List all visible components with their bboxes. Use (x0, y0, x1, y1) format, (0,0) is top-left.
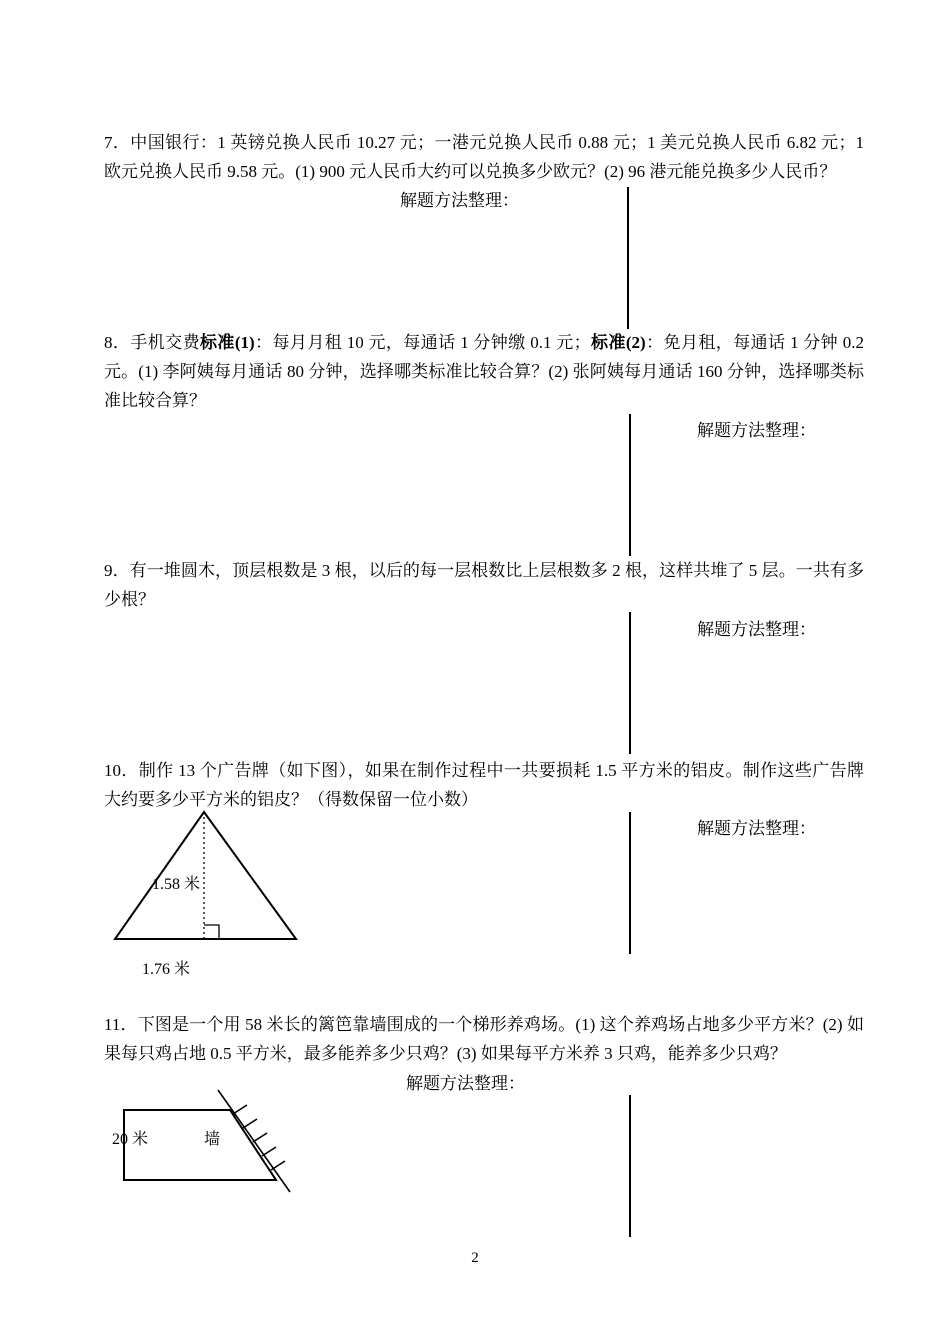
wall-label: 墙 (204, 1131, 221, 1148)
wall-hatching (233, 1105, 285, 1170)
standard-1-label: 标准(1) (200, 333, 255, 352)
divider-line-10 (629, 812, 631, 954)
side-length-label: 20 米 (112, 1131, 149, 1148)
divider-line-7 (627, 187, 629, 329)
page-number: 2 (471, 1250, 479, 1266)
divider-line-11 (629, 1095, 631, 1237)
notes-label-10: 解题方法整理： (697, 819, 816, 838)
height-label: 1.58 米 (152, 876, 201, 893)
notes-label-11: 解题方法整理： (406, 1074, 525, 1093)
question-10: 10．制作 13 个广告牌（如下图），如果在制作过程中一共要损耗 1.5 平方米的铝皮。制作这些广告牌大约要多少平方米的铝皮？（得数保留一位小数） (104, 761, 864, 809)
question-9: 9．有一堆圆木，顶层根数是 3 根，以后的每一层根数比上层根数多 2 根，这样共堆了 5 层。一共有多少根？ (104, 561, 864, 609)
notes-label-9: 解题方法整理： (697, 620, 816, 639)
question-7: 7．中国银行：1 英镑兑换人民币 10.27 元；一港元兑换人民币 0.88 元；1 美元兑换人民币 6.82 元；1 欧元兑换人民币 9.58 元。(1) 900 元人民币大约可以兑换多少欧元？(2) 96 港元能兑换多少人民币？ (104, 133, 864, 181)
question-11: 11．下图是一个用 58 米长的篱笆靠墙围成的一个梯形养鸡场。(1) 这个养鸡场占地多少平方米？(2) 如果每只鸡占地 0.5 平方米，最多能养多少只鸡？(3) 如果每平方米养 3 只鸡，能养多少只鸡？ (104, 1015, 864, 1063)
divider-line-9 (629, 612, 631, 754)
right-angle-mark (204, 925, 219, 939)
question-8: 8．手机交费标准(1)：每月月租 10 元，每通话 1 分钟缴 0.1 元；标准(2)：免月租，每通话 1 分钟 0.2 元。(1) 李阿姨每月通话 80 分钟，选择哪类标准比较合算？(2) 张阿姨每月通话 160 分钟，选择哪类标准比较合算？ (104, 333, 865, 410)
standard-2-label: 标准(2) (590, 333, 646, 352)
base-label: 1.76 米 (142, 961, 191, 978)
notes-label-8: 解题方法整理： (697, 421, 816, 440)
notes-label-7: 解题方法整理： (400, 191, 519, 210)
triangle-diagram (100, 800, 320, 990)
triangle-shape (115, 812, 296, 939)
divider-line-8 (629, 414, 631, 556)
trapezoid-diagram (100, 1080, 310, 1200)
